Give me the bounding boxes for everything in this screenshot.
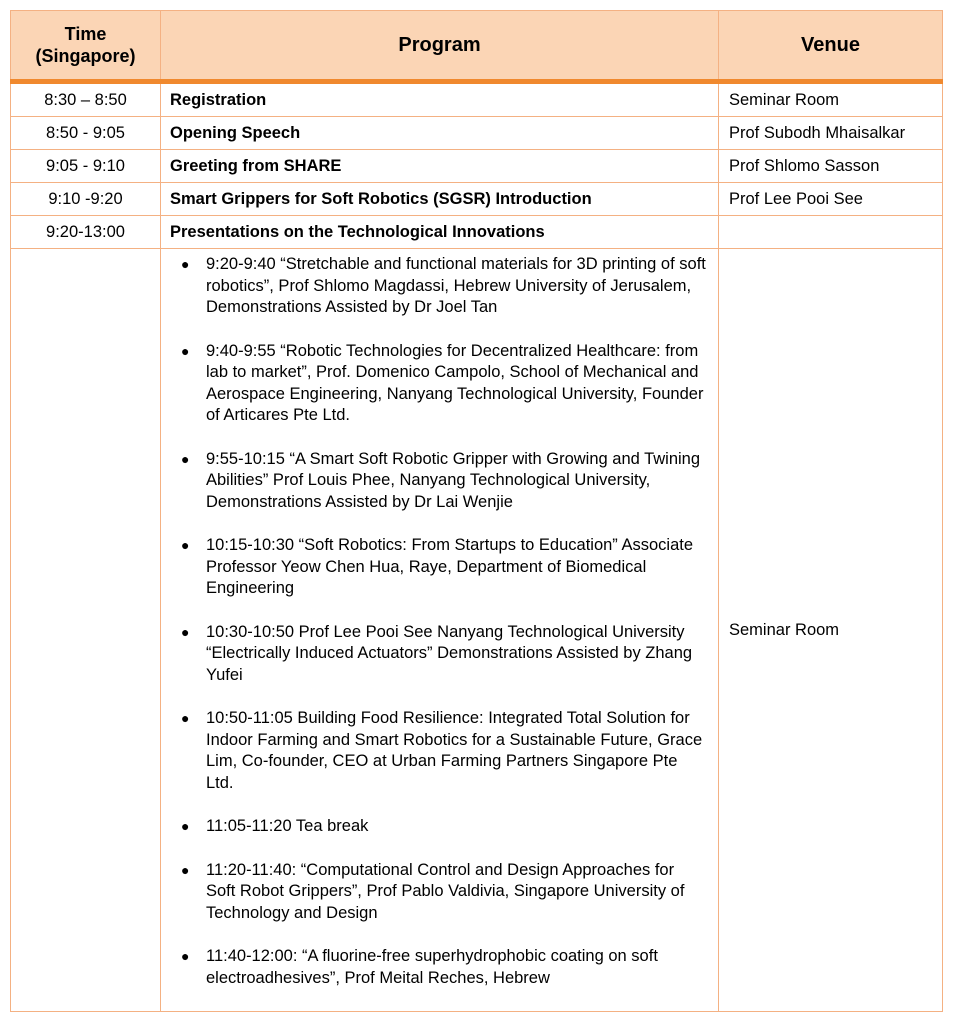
list-item-text: 11:20-11:40: “Computational Control and Design Approaches for Soft Robot Grippers”, Prof Pablo Valdivia, Singapore University of Technology and Design [206, 860, 685, 922]
presentations-list-cell [161, 249, 719, 1012]
bullet-icon: ● [181, 623, 190, 640]
list-item [161, 708, 718, 794]
time-header-line2: (Singapore) [35, 46, 136, 66]
list-item-text: 11:05-11:20 Tea break [206, 817, 369, 835]
row-time: 9:20-13:00 [11, 216, 161, 249]
venue-column-header: Venue [719, 11, 943, 82]
table-header-row [11, 11, 943, 82]
program-schedule-table [10, 10, 943, 1012]
bullet-icon: ● [181, 818, 190, 834]
list-item-text: 10:30-10:50 Prof Lee Pooi See Nanyang Technological University “Electrically Induced Actuators” Demonstrations Assisted by Zhang Yufei [206, 622, 693, 684]
row-time: 8:50 - 9:05 [11, 117, 161, 150]
list-item [161, 946, 718, 989]
row-venue: Prof Subodh Mhaisalkar [719, 117, 943, 150]
row-program: Presentations on the Technological Innovations [161, 216, 719, 249]
presentations-row [11, 249, 943, 1012]
bullet-icon: ● [181, 256, 190, 272]
time-header-line1: Time [64, 24, 107, 44]
row-venue: Prof Shlomo Sasson [719, 150, 943, 183]
row-time: 9:05 - 9:10 [11, 150, 161, 183]
bullet-icon: ● [181, 537, 190, 553]
list-item [161, 341, 718, 427]
list-item-text: 10:50-11:05 Building Food Resilience: Integrated Total Solution for Indoor Farming and Smart Robotics for a Sustainable Future, Grace Lim, Co-founder, CEO at Urban Farming Partners Singapore Pte Ltd. [206, 709, 703, 792]
list-item-text: 9:20-9:40 “Stretchable and functional materials for 3D printing of soft robotics”, Prof Shlomo Magdassi, Hebrew University of Jerusalem, Demonstrations Assisted by Dr Joel Tan [206, 255, 706, 316]
table-row [11, 117, 943, 150]
list-item [161, 816, 718, 838]
table-row [11, 183, 943, 216]
list-item [161, 860, 718, 925]
list-item [161, 449, 718, 514]
row-time: 9:10 -9:20 [11, 183, 161, 216]
presentations-list [161, 254, 718, 989]
list-item [161, 254, 718, 319]
row-venue: Seminar Room [719, 82, 943, 117]
bullet-icon: ● [181, 450, 190, 467]
row-venue: Prof Lee Pooi See [719, 183, 943, 216]
row-program: Smart Grippers for Soft Robotics (SGSR) Introduction [161, 183, 719, 216]
row-program: Registration [161, 82, 719, 117]
list-item-text: 9:55-10:15 “A Smart Soft Robotic Gripper with Growing and Twining Abilities” Prof Louis Phee, Nanyang Technological University, Demonstrations Assisted by Dr Lai Wenjie [206, 449, 701, 511]
row-program: Greeting from SHARE [161, 150, 719, 183]
row-time: 8:30 – 8:50 [11, 82, 161, 117]
bullet-icon: ● [181, 861, 190, 878]
list-item [161, 535, 718, 600]
row-venue [719, 216, 943, 249]
bullet-icon: ● [181, 710, 190, 726]
table-row [11, 150, 943, 183]
list-item [161, 622, 718, 687]
presentations-venue: Seminar Room [719, 249, 943, 1012]
row-program: Opening Speech [161, 117, 719, 150]
list-item-text: 9:40-9:55 “Robotic Technologies for Decentralized Healthcare: from lab to market”, Prof. Domenico Campolo, School of Mechanical and Aerospace Engineering, Nanyang Technological University, Founder of Articares Pte Ltd. [206, 341, 704, 424]
presentations-time-cell [11, 249, 161, 1012]
table-row [11, 82, 943, 117]
table-row [11, 216, 943, 249]
time-column-header [11, 11, 161, 82]
list-item-text: 10:15-10:30 “Soft Robotics: From Startups to Education” Associate Professor Yeow Chen Hua, Raye, Department of Biomedical Engineering [206, 536, 693, 597]
program-column-header: Program [161, 11, 719, 82]
bullet-icon: ● [181, 948, 190, 964]
bullet-icon: ● [181, 342, 190, 359]
list-item-text: 11:40-12:00: “A fluorine-free superhydrophobic coating on soft electroadhesives”, Prof Meital Reches, Hebrew [206, 947, 658, 987]
